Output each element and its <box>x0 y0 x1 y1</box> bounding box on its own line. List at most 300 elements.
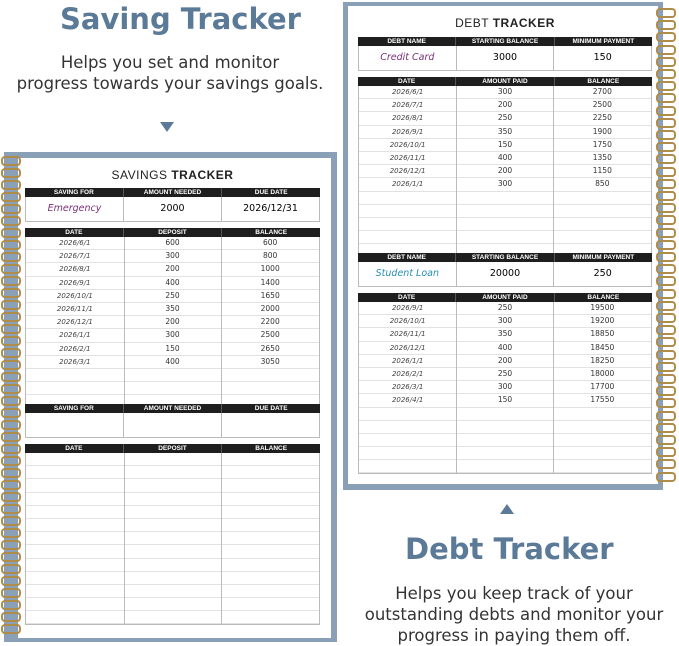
balance-cell[interactable] <box>221 559 319 571</box>
amount-cell[interactable] <box>456 421 553 433</box>
amount-cell[interactable]: 600 <box>165 238 180 247</box>
amount-cell[interactable] <box>124 382 222 394</box>
spiral-coil <box>656 362 676 372</box>
amount-cell[interactable]: 300 <box>497 316 513 326</box>
minimum-payment-value[interactable]: 150 <box>593 52 612 63</box>
amount-cell[interactable] <box>456 192 553 204</box>
balance-cell[interactable]: 2000 <box>260 303 280 313</box>
spiral-coil <box>1 432 21 442</box>
balance-cell[interactable]: 2200 <box>260 317 280 327</box>
balance-cell[interactable] <box>554 192 651 204</box>
balance-cell[interactable]: 1650 <box>260 290 280 300</box>
balance-cell[interactable]: 1400 <box>260 277 280 287</box>
date-cell[interactable]: 2026/2/1 <box>391 369 424 378</box>
amount-cell[interactable] <box>124 493 222 505</box>
table-row <box>359 328 651 341</box>
balance-cell[interactable]: 17700 <box>590 382 615 392</box>
table-row <box>359 112 651 125</box>
table-row <box>359 302 651 315</box>
date-cell[interactable] <box>359 231 456 243</box>
amount-cell[interactable] <box>456 434 553 446</box>
date-cell[interactable]: 2026/10/1 <box>56 291 93 300</box>
amount-cell[interactable]: 250 <box>165 290 180 300</box>
amount-cell[interactable] <box>124 532 222 544</box>
spiral-coil <box>1 576 21 586</box>
date-cell[interactable]: 2026/7/1 <box>59 252 91 261</box>
date-header-2: DATE <box>25 444 124 453</box>
amount-cell[interactable] <box>124 369 222 381</box>
date-cell[interactable]: 2026/10/1 <box>389 140 426 149</box>
date-cell[interactable]: 2026/12/1 <box>389 167 426 176</box>
balance-cell[interactable]: 18450 <box>590 342 615 352</box>
spiral-coil <box>656 423 676 433</box>
debt-name-value[interactable]: Credit Card <box>359 46 457 70</box>
balance-header-2: BALANCE <box>255 445 288 452</box>
date-cell[interactable]: 2026/8/1 <box>391 114 424 123</box>
date-cell[interactable]: 2026/4/1 <box>391 396 424 405</box>
date-cell[interactable]: 2026/1/1 <box>391 356 424 365</box>
table-row <box>359 205 651 218</box>
balance-cell[interactable] <box>554 460 651 472</box>
balance-cell[interactable] <box>221 506 319 518</box>
date-cell[interactable] <box>26 479 124 491</box>
spiral-coil <box>656 142 676 152</box>
spiral-coil <box>656 93 676 103</box>
spiral-coil <box>1 336 21 346</box>
spiral-coil <box>656 398 676 408</box>
saving-for-header-2: SAVING FOR <box>25 404 124 413</box>
balance-cell[interactable]: 1000 <box>260 264 280 274</box>
spiral-coil <box>656 69 676 79</box>
date-cell[interactable]: 2026/3/1 <box>59 357 91 366</box>
spiral-coil <box>1 504 21 514</box>
amount-cell[interactable]: 300 <box>165 330 180 340</box>
amount-cell[interactable]: 300 <box>497 179 513 189</box>
saving-for-header: SAVING FOR <box>25 188 124 197</box>
table-row <box>26 466 319 479</box>
amount-cell[interactable] <box>124 611 222 623</box>
balance-cell[interactable] <box>554 421 651 433</box>
spiral-coil <box>656 459 676 469</box>
amount-cell[interactable] <box>456 447 553 459</box>
amount-cell[interactable]: 250 <box>497 303 513 312</box>
table-row <box>359 192 651 205</box>
date-cell[interactable]: 2026/12/1 <box>56 318 93 327</box>
balance-cell[interactable] <box>554 205 651 217</box>
spiral-coil <box>656 106 676 116</box>
amount-cell[interactable]: 300 <box>497 382 513 392</box>
spiral-coil <box>656 118 676 128</box>
table-row <box>26 506 319 519</box>
balance-cell[interactable]: 800 <box>263 251 278 261</box>
due-date-value[interactable]: 2026/12/31 <box>243 203 298 214</box>
spiral-coil <box>656 57 676 67</box>
amount-cell[interactable]: 350 <box>497 329 513 339</box>
spiral-coil <box>1 264 21 274</box>
amount-cell[interactable] <box>456 460 553 472</box>
date-cell[interactable]: 2026/11/1 <box>389 153 426 162</box>
date-cell[interactable] <box>359 447 456 459</box>
date-cell[interactable]: 2026/6/1 <box>59 239 91 247</box>
table-row <box>359 139 651 152</box>
table-row <box>359 381 651 394</box>
balance-cell[interactable]: 1350 <box>592 152 612 162</box>
table-row <box>359 126 651 139</box>
spiral-coil <box>1 372 21 382</box>
amount-cell[interactable]: 400 <box>165 277 180 287</box>
triangle-up-icon <box>500 504 514 514</box>
amount-cell[interactable]: 150 <box>497 395 513 405</box>
savings-goal-2 <box>25 404 320 438</box>
minimum-payment-value-2[interactable]: 250 <box>593 268 612 279</box>
table-row <box>26 237 319 250</box>
table-row <box>26 479 319 492</box>
balance-cell[interactable] <box>221 611 319 623</box>
spiral-coil <box>656 337 676 347</box>
amount-cell[interactable] <box>124 519 222 531</box>
amount-cell[interactable] <box>124 466 222 478</box>
debt-title-bold: TRACKER <box>492 16 555 30</box>
table-row <box>26 277 319 290</box>
date-cell[interactable]: 2026/3/1 <box>391 383 424 392</box>
table-row <box>359 355 651 368</box>
spiral-coil <box>656 386 676 396</box>
balance-cell[interactable] <box>221 479 319 491</box>
date-cell[interactable]: 2026/8/1 <box>59 265 91 274</box>
debt-2-header <box>358 253 652 262</box>
table-row <box>26 493 319 506</box>
balance-cell[interactable]: 2700 <box>592 87 612 96</box>
date-cell[interactable] <box>26 559 124 571</box>
amount-cell[interactable]: 250 <box>497 368 513 378</box>
spiral-coil <box>656 447 676 457</box>
amount-cell[interactable] <box>124 572 222 584</box>
date-cell[interactable] <box>26 382 124 394</box>
amount-needed-value-2[interactable] <box>124 413 222 437</box>
amount-cell[interactable]: 300 <box>165 251 180 261</box>
table-row <box>26 250 319 263</box>
spiral-coil <box>656 313 676 323</box>
spiral-coil <box>1 384 21 394</box>
date-cell[interactable] <box>26 585 124 597</box>
spiral-coil <box>656 374 676 384</box>
debt-table-2-col-divider <box>456 302 457 473</box>
amount-cell[interactable] <box>124 598 222 610</box>
saving-tracker-description <box>10 52 330 94</box>
table-row <box>26 453 319 466</box>
debt-table-2-header <box>358 293 652 302</box>
balance-cell[interactable] <box>554 447 651 459</box>
amount-cell[interactable]: 200 <box>497 355 513 365</box>
savings-title-bold: TRACKER <box>171 168 234 182</box>
spiral-coil <box>1 300 21 310</box>
table-row <box>26 532 319 545</box>
balance-cell[interactable]: 1900 <box>592 126 612 136</box>
table-row <box>26 585 319 598</box>
spiral-coil <box>656 203 676 213</box>
table-row <box>26 369 319 382</box>
savings-table-2-col-divider <box>221 453 222 624</box>
table-row <box>26 343 319 356</box>
balance-cell[interactable] <box>554 434 651 446</box>
date-cell[interactable]: 2026/1/1 <box>391 180 424 189</box>
spiral-coil <box>1 288 21 298</box>
savings-table-2-body <box>25 453 320 625</box>
savings-table-header <box>25 228 320 237</box>
savings-goal-1 <box>25 188 320 222</box>
deposit-header: DEPOSIT <box>124 228 223 237</box>
spiral-coil <box>656 154 676 164</box>
balance-cell[interactable] <box>554 408 651 420</box>
amount-cell[interactable]: 400 <box>497 152 513 162</box>
spiral-coil <box>656 240 676 250</box>
debt-table-2-col-divider <box>553 302 554 473</box>
saving-desc-line-1: Helps you set and monitor <box>60 53 280 72</box>
spiral-coil <box>1 444 21 454</box>
date-cell[interactable]: 2026/10/1 <box>389 317 426 326</box>
date-cell[interactable] <box>26 453 124 465</box>
balance-cell[interactable]: 19200 <box>590 316 615 326</box>
spiral-coil <box>656 228 676 238</box>
date-cell[interactable] <box>26 466 124 478</box>
amount-cell[interactable]: 150 <box>497 139 513 149</box>
savings-goal-2-header <box>25 404 320 413</box>
spiral-coil <box>656 20 676 30</box>
table-row <box>26 290 319 303</box>
spiral-coil <box>1 192 21 202</box>
balance-cell[interactable]: 1750 <box>592 139 612 149</box>
spiral-coil <box>656 350 676 360</box>
amount-cell[interactable] <box>124 506 222 518</box>
amount-cell[interactable] <box>456 408 553 420</box>
amount-cell[interactable] <box>456 218 553 230</box>
starting-balance-value-2[interactable]: 20000 <box>457 262 555 286</box>
amount-cell[interactable] <box>124 453 222 465</box>
table-row <box>359 315 651 328</box>
date-cell[interactable]: 2026/12/1 <box>389 343 426 352</box>
table-row <box>26 559 319 572</box>
balance-cell[interactable]: 2650 <box>260 343 280 353</box>
debt-desc-line-1: Helps you keep track of your <box>395 584 633 603</box>
balance-cell[interactable]: 19500 <box>590 303 615 312</box>
debt-name-value-2[interactable]: Student Loan <box>359 262 457 286</box>
table-row <box>359 447 651 460</box>
balance-cell[interactable] <box>221 382 319 394</box>
date-cell[interactable] <box>359 218 456 230</box>
balance-cell[interactable] <box>221 519 319 531</box>
debt-date-header-2: DATE <box>358 293 456 302</box>
table-row <box>359 434 651 447</box>
date-cell[interactable] <box>26 545 124 557</box>
amount-cell[interactable]: 200 <box>165 264 180 274</box>
due-date-value-2[interactable] <box>222 413 319 437</box>
debt-tracker-heading: Debt Tracker <box>405 532 614 566</box>
savings-goal-header <box>25 188 320 197</box>
spiral-coil <box>1 276 21 286</box>
spiral-coil <box>656 276 676 286</box>
table-row <box>26 545 319 558</box>
date-cell[interactable] <box>26 572 124 584</box>
amount-cell[interactable] <box>124 479 222 491</box>
date-cell[interactable] <box>26 506 124 518</box>
amount-cell[interactable]: 350 <box>165 303 180 313</box>
date-cell[interactable]: 2026/9/1 <box>59 278 91 287</box>
balance-cell[interactable] <box>221 453 319 465</box>
spiral-coil <box>1 204 21 214</box>
date-cell[interactable] <box>26 532 124 544</box>
table-row <box>26 598 319 611</box>
debt-table-2-body <box>358 302 652 474</box>
spiral-coil <box>656 32 676 42</box>
starting-balance-header-2: STARTING BALANCE <box>456 253 554 262</box>
spiral-coil <box>1 456 21 466</box>
balance-cell[interactable]: 17550 <box>590 395 615 405</box>
spiral-coil <box>1 420 21 430</box>
debt-table-1-col-divider <box>456 86 457 257</box>
savings-goal-values <box>25 197 320 222</box>
date-cell[interactable] <box>26 519 124 531</box>
date-cell[interactable] <box>26 493 124 505</box>
amount-cell[interactable]: 400 <box>497 342 513 352</box>
table-row <box>359 86 651 99</box>
spiral-coil <box>1 588 21 598</box>
date-cell[interactable]: 2026/9/1 <box>391 304 424 312</box>
amount-cell[interactable]: 300 <box>497 87 513 96</box>
spiral-coil <box>656 167 676 177</box>
spiral-coil <box>1 612 21 622</box>
date-cell[interactable]: 2026/7/1 <box>391 101 424 110</box>
date-cell[interactable]: 2026/11/1 <box>389 330 426 339</box>
balance-cell[interactable] <box>554 231 651 243</box>
spiral-coil <box>656 8 676 18</box>
amount-cell[interactable] <box>124 559 222 571</box>
date-cell[interactable] <box>26 611 124 623</box>
spiral-coil <box>1 240 21 250</box>
spiral-coil <box>1 480 21 490</box>
debt-table-1-header <box>358 77 652 86</box>
amount-needed-value[interactable]: 2000 <box>124 197 222 221</box>
spiral-coil <box>656 435 676 445</box>
due-date-header: DUE DATE <box>254 189 288 196</box>
balance-cell[interactable]: 18000 <box>590 368 615 378</box>
amount-cell[interactable] <box>456 205 553 217</box>
debt-table-1-body <box>358 86 652 258</box>
amount-cell[interactable]: 200 <box>497 166 513 176</box>
balance-cell[interactable]: 18250 <box>590 355 615 365</box>
savings-page-title <box>25 168 320 182</box>
debt-spiral-binding <box>655 8 677 486</box>
debt-balance-header-2: BALANCE <box>587 294 620 301</box>
savings-table-body <box>25 237 320 409</box>
balance-cell[interactable] <box>221 545 319 557</box>
balance-cell[interactable] <box>221 572 319 584</box>
balance-cell[interactable]: 1150 <box>592 166 612 176</box>
spiral-coil <box>1 324 21 334</box>
amount-cell[interactable]: 250 <box>497 113 513 123</box>
amount-cell[interactable] <box>124 545 222 557</box>
balance-cell[interactable]: 18850 <box>590 329 615 339</box>
saving-for-value-2[interactable] <box>26 413 124 437</box>
amount-cell[interactable]: 150 <box>165 343 180 353</box>
table-row <box>359 218 651 231</box>
amount-cell[interactable] <box>456 231 553 243</box>
date-cell[interactable] <box>26 598 124 610</box>
balance-cell[interactable]: 3050 <box>260 356 280 366</box>
amount-cell[interactable] <box>124 585 222 597</box>
saving-for-value[interactable]: Emergency <box>26 197 124 221</box>
date-cell[interactable] <box>359 408 456 420</box>
spiral-coil <box>656 325 676 335</box>
date-cell[interactable] <box>359 205 456 217</box>
saving-tracker-heading: Saving Tracker <box>60 2 301 36</box>
spiral-coil <box>1 624 21 634</box>
amount-cell[interactable]: 350 <box>497 126 513 136</box>
balance-cell[interactable] <box>221 532 319 544</box>
starting-balance-header: STARTING BALANCE <box>456 37 554 46</box>
date-cell[interactable] <box>359 460 456 472</box>
date-cell[interactable] <box>359 421 456 433</box>
spiral-coil <box>656 264 676 274</box>
debt-desc-line-2: outstanding debts and monitor your <box>364 605 664 624</box>
amount-cell[interactable]: 200 <box>497 100 513 110</box>
savings-table-2-header <box>25 444 320 453</box>
savings-table-2 <box>25 444 320 625</box>
date-cell[interactable]: 2026/11/1 <box>56 304 93 313</box>
savings-table-2-col-divider <box>124 453 125 624</box>
date-cell[interactable] <box>359 434 456 446</box>
spiral-coil <box>1 528 21 538</box>
balance-cell[interactable] <box>221 598 319 610</box>
balance-header: BALANCE <box>255 229 288 236</box>
balance-cell[interactable] <box>221 369 319 381</box>
balance-cell[interactable] <box>221 585 319 597</box>
table-row <box>26 611 319 624</box>
date-cell[interactable]: 2026/2/1 <box>59 344 91 353</box>
balance-cell[interactable]: 2500 <box>260 330 280 340</box>
balance-cell[interactable] <box>554 218 651 230</box>
date-cell[interactable] <box>359 192 456 204</box>
spiral-coil <box>656 252 676 262</box>
amount-cell[interactable]: 400 <box>165 356 180 366</box>
balance-cell[interactable]: 850 <box>595 179 610 189</box>
starting-balance-value[interactable]: 3000 <box>457 46 555 70</box>
balance-cell[interactable] <box>221 493 319 505</box>
table-row <box>359 99 651 112</box>
date-cell[interactable]: 2026/9/1 <box>391 127 424 136</box>
table-row <box>26 316 319 329</box>
date-cell[interactable]: 2026/1/1 <box>59 331 91 340</box>
deposit-header-2: DEPOSIT <box>124 444 223 453</box>
spiral-coil <box>1 600 21 610</box>
savings-table-col-divider <box>221 237 222 408</box>
balance-cell[interactable]: 2500 <box>592 100 612 110</box>
balance-cell[interactable]: 2250 <box>592 113 612 123</box>
date-cell[interactable]: 2026/6/1 <box>391 88 424 96</box>
spiral-coil <box>1 516 21 526</box>
spiral-coil <box>656 411 676 421</box>
debt-table-1 <box>358 77 652 258</box>
table-row <box>359 342 651 355</box>
debt-name-header-2: DEBT NAME <box>358 253 456 262</box>
spiral-coil <box>1 252 21 262</box>
spiral-coil <box>1 492 21 502</box>
spiral-coil <box>1 360 21 370</box>
balance-cell[interactable] <box>221 466 319 478</box>
date-cell[interactable] <box>26 369 124 381</box>
amount-cell[interactable]: 200 <box>165 317 180 327</box>
balance-cell[interactable]: 600 <box>263 238 278 247</box>
spiral-coil <box>1 168 21 178</box>
